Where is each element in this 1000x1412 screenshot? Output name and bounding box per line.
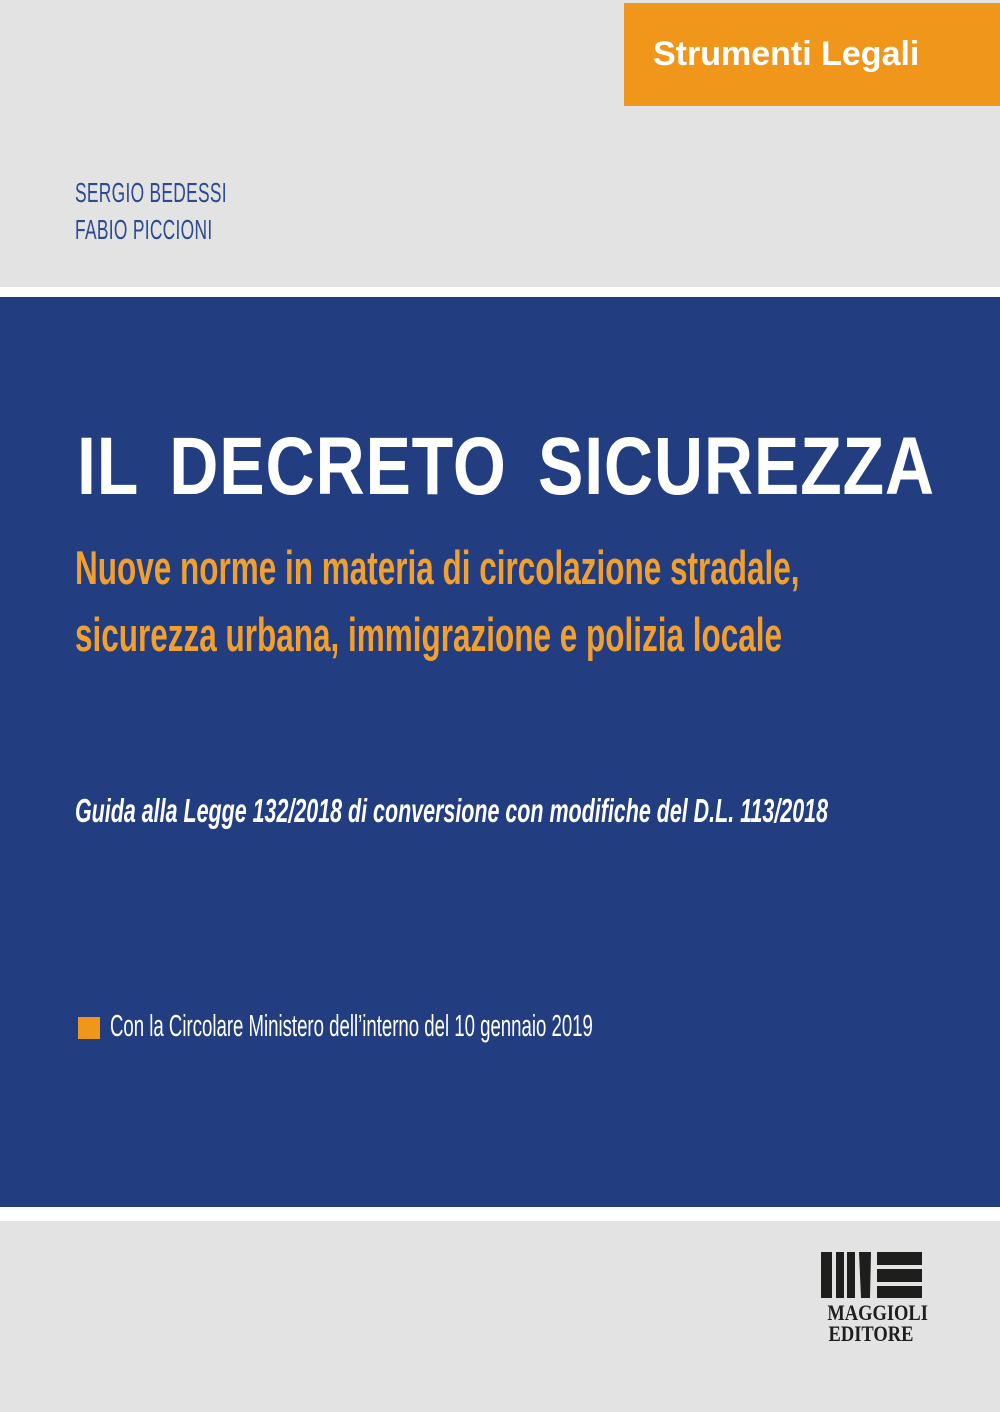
- publisher-name-line-1: MAGGIOLI: [827, 1300, 928, 1325]
- series-badge-label: Strumenti Legali: [653, 35, 920, 73]
- book-subtitle-line-1: Nuove norme in materia di circolazione stradale,: [75, 541, 800, 594]
- maggioli-editore-icon: [821, 1252, 922, 1298]
- guide-note: Guida alla Legge 132/2018 di conversione con modifiche del D.L. 113/2018: [75, 792, 829, 829]
- series-badge: [624, 3, 1000, 106]
- divider-top: [0, 287, 1000, 297]
- publisher-logo: [819, 1252, 928, 1346]
- book-title: IL DECRETO SICUREZZA: [77, 421, 935, 512]
- bullet-square-icon: [78, 1017, 100, 1039]
- circular-note-row: [78, 1008, 915, 1044]
- divider-bottom: [0, 1207, 1000, 1221]
- book-subtitle-line-2: sicurezza urbana, immigrazione e polizia locale: [75, 608, 783, 661]
- circular-note: Con la Circolare Ministero dell’interno del 10 gennaio 2019: [110, 1008, 593, 1043]
- author-names: [75, 174, 227, 248]
- book-subtitle: [75, 534, 800, 668]
- author-name-2: FABIO PICCIONI: [75, 214, 213, 245]
- author-name-1: SERGIO BEDESSI: [75, 177, 227, 208]
- publisher-name-line-2: EDITORE: [828, 1321, 914, 1346]
